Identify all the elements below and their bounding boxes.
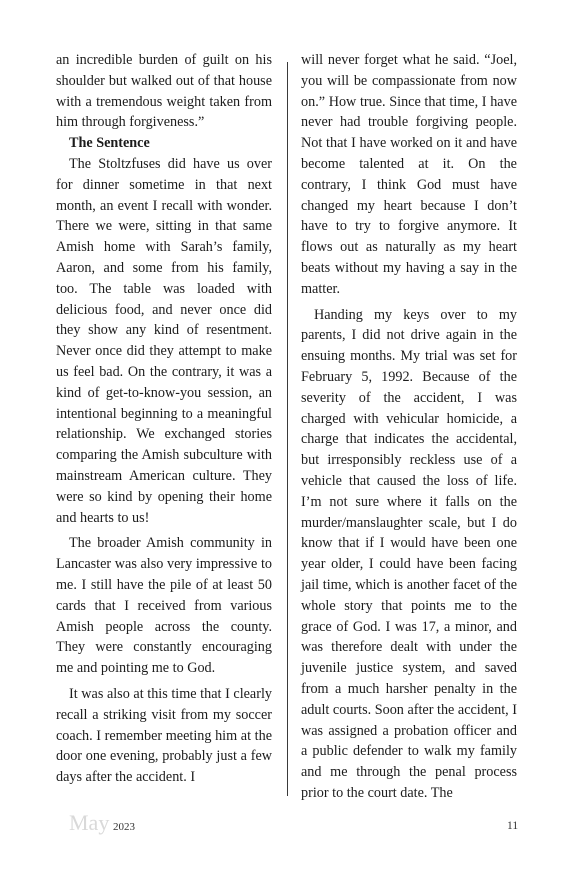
paragraph-keys: Handing my keys over to my parents, I did not drive again in the ensuing months. My trial was set for February 5, 1992. Because of the severity of the accident, I was charged with vehicular homicide, a charge that indicates the accidental, but irresponsibly reckless use of a vehicle that caused the loss of life. I’m not sure where it falls on the murder/manslaughter scale, but I do know that if I would have been one year older, I could have been facing jail time, which is another facet of the whole story that points me to the grace of God. I was 17, a minor, and was therefore dealt with under the juvenile justice system, and saved from a much harsher penalty in the adult courts. Soon after the accident, I was assigned a probation officer and a public defender to walk my family and me through the penal process prior to the court date. The <box>301 306 517 801</box>
page-number: 11 <box>507 820 519 832</box>
paragraph-continued-right: will never forget what he said. “Joel, you will be compassionate from now on.” How true. Since that time, I have never had trouble forgiving people. Not that I have worked on it and have become talented at it. On the contrary, I think God must have changed my heart because I don’t have to try to forgive anymore. It flows out as naturally as my heart beats without my having a say in the matter. <box>301 52 517 297</box>
paragraph-continued-left: an incredible burden of guilt on his shoulder but walked out of that house with a tremendous weight taken from him through forgiveness.” <box>56 52 272 131</box>
right-column <box>301 50 517 804</box>
left-column <box>56 50 272 788</box>
column-divider <box>287 62 288 796</box>
paragraph-community: The broader Amish community in Lancaster was also very impressive to me. I still have the pile of at least 50 cards that I received from various Amish people across the county. They were constantly encouraging me and pointing me to God. <box>56 535 272 677</box>
footer-year: 2023 <box>113 821 135 833</box>
paragraph-dinner: The Stoltzfuses did have us over for dinner sometime in that next month, an event I recall with wonder. There we were, sitting in that same Amish home with Sarah’s family, Aaron, and some from his family, too. The table was loaded with delicious food, and never once did they show any kind of resentment. Never once did they attempt to make us feel bad. On the contrary, it was a kind of get-to-know-you session, an intentional beginning to a meaningful relationship. We exchanged stories comparing the Amish subculture with mainstream American culture. They were so kind by opening their home and hearts to us! <box>56 155 272 526</box>
footer-month: May <box>69 810 110 835</box>
section-heading: The Sentence <box>69 135 150 152</box>
paragraph-coach: It was also at this time that I clearly recall a striking visit from my soccer coach. I remember meeting him at the door one evening, probably just a few days after the accident. I <box>56 685 272 786</box>
